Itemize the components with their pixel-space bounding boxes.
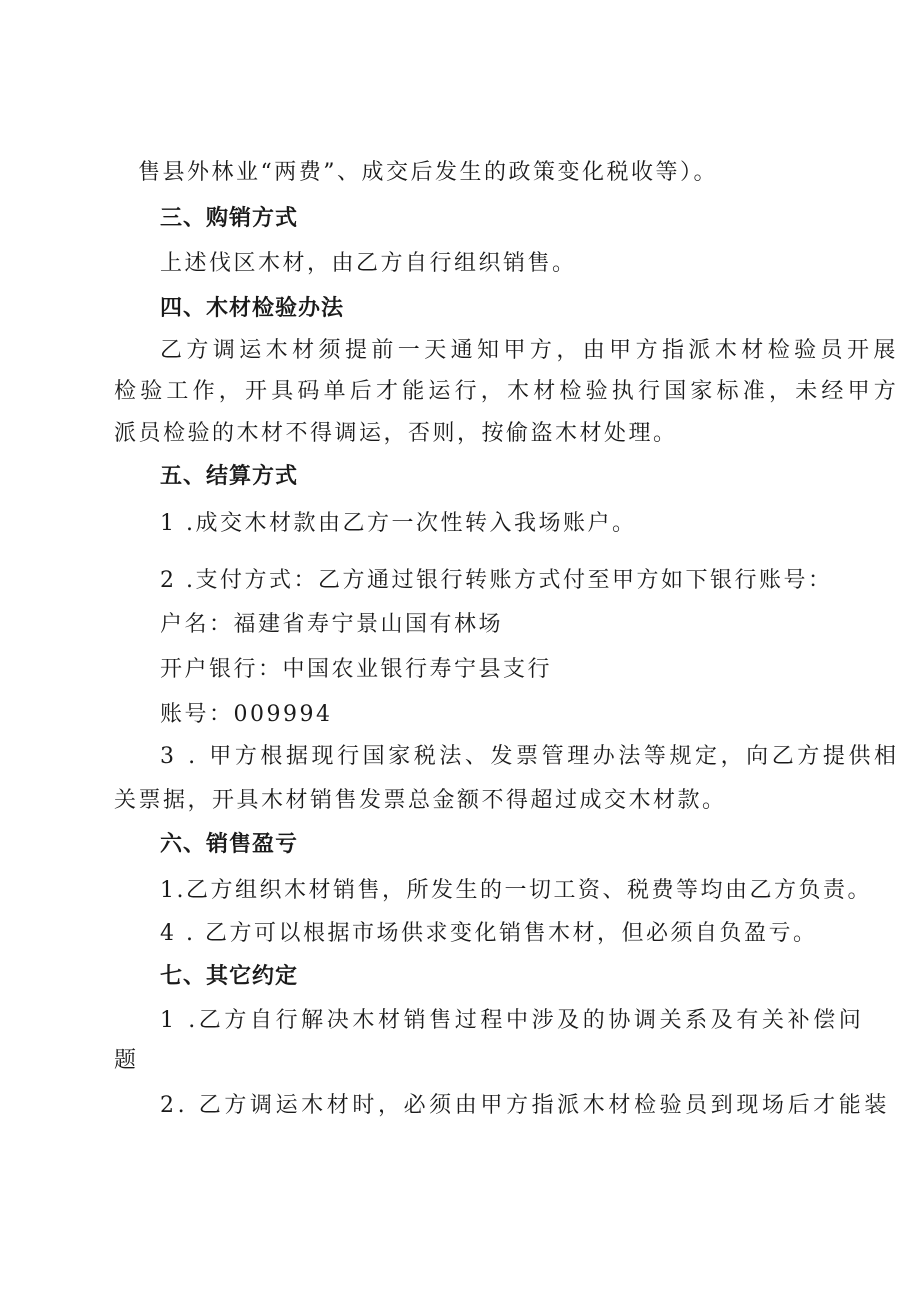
section-5-item-2: 2 .支付方式：乙方通过银行转账方式付至甲方如下银行账号： bbox=[160, 568, 833, 593]
section-6-heading: 六、销售盈亏 bbox=[160, 832, 299, 857]
section-5-heading: 五、结算方式 bbox=[160, 464, 299, 489]
section-7-item-1-line-2: 题 bbox=[114, 1048, 139, 1073]
section-5-item-3-line-2: 关票据，开具木材销售发票总金额不得超过成交木材款。 bbox=[114, 788, 727, 813]
account-number: 账号：009994 bbox=[160, 702, 333, 727]
intro-tail-line: 售县外林业“两费”、成交后发生的政策变化税收等）。 bbox=[138, 160, 718, 185]
section-5-item-1: 1 .成交木材款由乙方一次性转入我场账户。 bbox=[160, 511, 637, 536]
section-7-item-2: 2. 乙方调运木材时，必须由甲方指派木材检验员到现场后才能装 bbox=[160, 1093, 890, 1118]
section-4-line-2: 检验工作，开具码单后才能运行，木材检验执行国家标准，未经甲方 bbox=[114, 379, 901, 404]
section-6-item-1: 1.乙方组织木材销售，所发生的一切工资、税费等均由乙方负责。 bbox=[160, 878, 872, 903]
section-3-heading: 三、购销方式 bbox=[160, 206, 299, 231]
section-4-heading: 四、木材检验办法 bbox=[160, 296, 345, 321]
section-7-item-1-line-1: 1 .乙方自行解决木材销售过程中涉及的协调关系及有关补偿问 bbox=[160, 1008, 865, 1033]
account-name: 户名：福建省寿宁景山国有林场 bbox=[160, 612, 504, 637]
section-7-heading: 七、其它约定 bbox=[160, 964, 299, 989]
section-3-body: 上述伐区木材，由乙方自行组织销售。 bbox=[160, 251, 577, 276]
section-4-line-1: 乙方调运木材须提前一天通知甲方，由甲方指派木材检验员开展 bbox=[160, 338, 900, 363]
section-6-item-4: 4 . 乙方可以根据市场供求变化销售木材，但必须自负盈亏。 bbox=[160, 921, 818, 946]
section-5-item-3-line-1: 3 . 甲方根据现行国家税法、发票管理办法等规定，向乙方提供相 bbox=[160, 744, 900, 769]
section-4-line-3: 派员检验的木材不得调运，否则，按偷盗木材处理。 bbox=[114, 421, 678, 446]
bank-name: 开户银行：中国农业银行寿宁县支行 bbox=[160, 657, 553, 682]
